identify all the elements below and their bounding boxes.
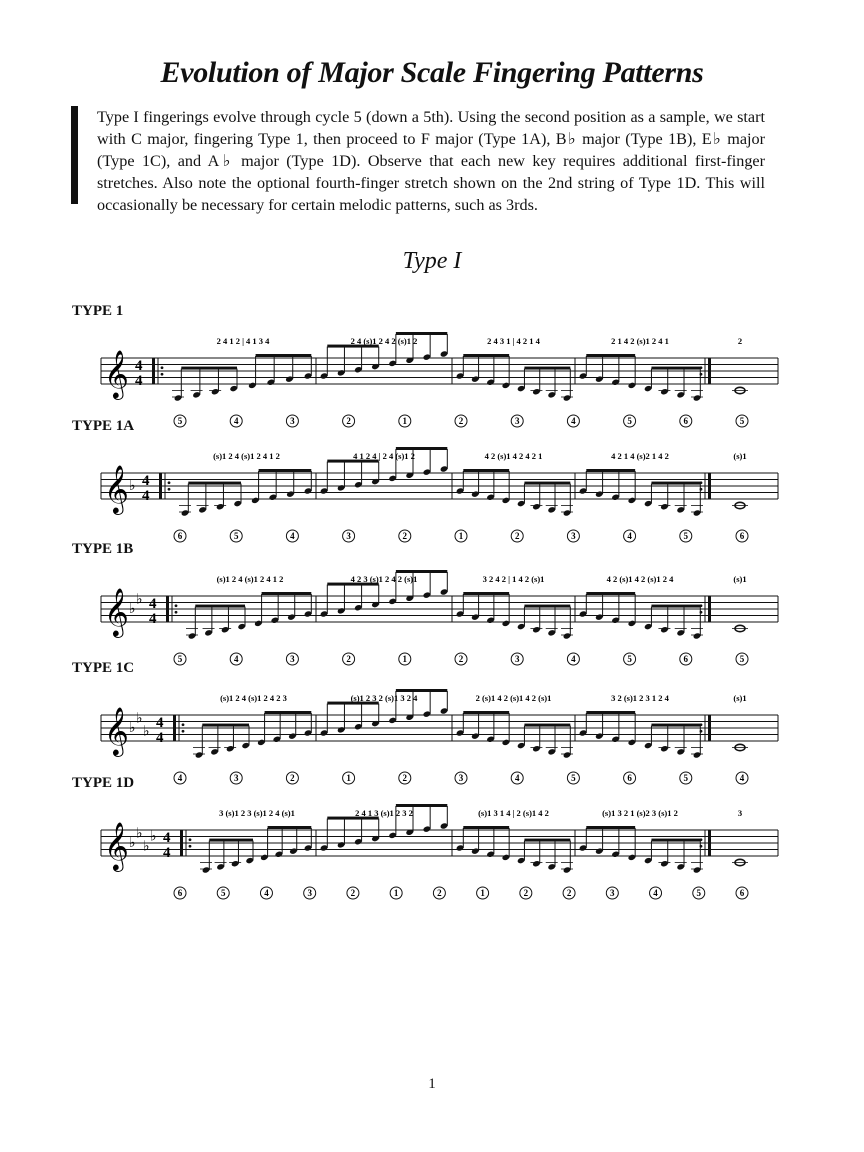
staff-type-1c [0, 675, 864, 785]
string-number: 5 [683, 531, 689, 541]
staff-type-1 [0, 318, 864, 428]
fingering-text: 3 2 (s)1 2 3 1 2 4 [611, 693, 669, 703]
fingering-text: 2 4 1 2 | 4 1 3 4 [216, 336, 270, 346]
page-number: 1 [428, 1076, 436, 1092]
beam [256, 354, 312, 357]
repeat-dot [182, 723, 185, 726]
string-number: 1 [402, 654, 408, 664]
string-number: 5 [220, 888, 226, 898]
beam [268, 826, 312, 829]
fingering-text: 2 4 (s)1 2 4 2 (s)1 2 [350, 336, 418, 346]
fingering-text: 4 1 2 4 | 2 4 (s)1 2 [353, 451, 415, 461]
fingering-text: (s)1 3 2 1 (s)2 3 (s)1 2 [602, 808, 678, 818]
string-number: 3 [307, 888, 312, 898]
fingering-text: 4 2 1 4 (s)2 1 4 2 [611, 451, 669, 461]
string-number: 6 [627, 773, 632, 783]
fingering-text: 2 [737, 336, 743, 346]
treble-clef-icon: 𝄞 [104, 706, 129, 755]
repeat-dot [700, 845, 703, 848]
example-label-type-1c: TYPE 1C [72, 660, 135, 676]
beam [396, 804, 447, 807]
string-number: 5 [571, 773, 576, 783]
string-number: 4 [290, 531, 295, 541]
fingering-text: 3 [737, 808, 743, 818]
beam [524, 724, 570, 727]
repeat-dot [700, 723, 703, 726]
beam [463, 354, 509, 357]
treble-clef-icon: 𝄞 [104, 587, 129, 636]
repeat-dot [700, 373, 703, 376]
repeat-dot [161, 366, 164, 369]
staff-type-1b [0, 556, 864, 666]
time-signature-top: 4 [156, 715, 164, 731]
time-signature-bottom: 4 [142, 488, 150, 504]
flat-icon: ♭ [143, 838, 150, 855]
string-number: 4 [739, 773, 745, 783]
repeat-dot [189, 838, 192, 841]
beam [463, 592, 509, 595]
string-number: 4 [233, 654, 239, 664]
beam [651, 367, 700, 370]
beam [396, 570, 447, 573]
time-signature-top: 4 [142, 473, 150, 489]
string-number: 4 [233, 416, 239, 426]
treble-clef-icon: 𝄞 [104, 464, 129, 513]
string-number: 2 [346, 654, 351, 664]
string-number: 2 [514, 531, 520, 541]
beam [181, 367, 237, 370]
flat-icon: ♭ [129, 720, 136, 736]
string-number: 6 [683, 416, 689, 426]
string-number: 5 [627, 416, 632, 426]
beam [396, 689, 447, 692]
string-number: 1 [393, 888, 399, 898]
repeat-thick-bar [166, 596, 169, 622]
beam [463, 469, 509, 472]
string-number: 6 [739, 531, 745, 541]
repeat-dot [700, 604, 703, 607]
treble-clef-icon: 𝄞 [104, 349, 129, 398]
time-signature-top: 4 [149, 596, 157, 612]
string-number: 4 [653, 888, 658, 898]
flat-icon: ♭ [143, 723, 150, 740]
page-title: Evolution of Major Scale Fingering Patterns [160, 56, 704, 89]
example-label-type-1a: TYPE 1A [72, 418, 135, 434]
string-number: 2 [290, 773, 295, 783]
beam [524, 482, 570, 485]
intro-sidebar-rule [71, 106, 78, 204]
fingering-text: 2 4 1 3 (s)1 2 3 2 [355, 808, 413, 818]
staff-type-1a [0, 433, 864, 543]
string-number: 5 [739, 416, 745, 426]
repeat-dot [700, 838, 703, 841]
string-number: 5 [627, 654, 632, 664]
time-signature-top: 4 [135, 358, 143, 374]
string-number: 3 [458, 773, 464, 783]
beam [524, 367, 570, 370]
repeat-dot [700, 488, 703, 491]
beam [265, 711, 312, 714]
flat-icon: ♭ [136, 825, 143, 842]
repeat-dot [161, 373, 164, 376]
flat-icon: ♭ [129, 835, 136, 851]
string-number: 4 [627, 531, 632, 541]
fingering-text: 4 2 (s)1 4 2 (s)1 2 4 [606, 574, 674, 584]
fingering-text: 2 1 4 2 (s)1 2 4 1 [611, 336, 669, 346]
example-label-type-1b: TYPE 1B [72, 541, 134, 557]
beam [396, 332, 447, 335]
time-signature-bottom: 4 [163, 845, 171, 861]
repeat-thick-bar [708, 596, 711, 622]
string-number: 6 [177, 888, 183, 898]
string-number: 2 [346, 416, 351, 426]
time-signature-top: 4 [163, 830, 171, 846]
beam [195, 605, 245, 608]
fingering-text: (s)1 [733, 451, 747, 461]
string-number: 2 [458, 416, 464, 426]
string-number: 1 [458, 531, 464, 541]
repeat-thick-bar [708, 715, 711, 741]
string-number: 3 [514, 416, 520, 426]
beam [651, 724, 700, 727]
repeat-dot [700, 730, 703, 733]
string-number: 5 [177, 654, 183, 664]
string-number: 3 [571, 531, 576, 541]
repeat-dot [189, 845, 192, 848]
string-number: 1 [402, 416, 408, 426]
repeat-thick-bar [173, 715, 176, 741]
beam [259, 469, 312, 472]
string-number: 3 [290, 416, 295, 426]
string-number: 4 [514, 773, 520, 783]
beam [586, 711, 635, 714]
string-number: 5 [696, 888, 702, 898]
fingering-text: (s)1 [733, 693, 747, 703]
beam [586, 826, 635, 829]
string-number: 2 [458, 654, 464, 664]
example-label-type-1d: TYPE 1D [72, 775, 135, 791]
flat-icon: ♭ [129, 601, 136, 617]
string-number: 3 [346, 531, 351, 541]
beam [463, 826, 509, 829]
repeat-thick-bar [708, 358, 711, 384]
fingering-text: (s)1 2 3 2 (s)1 3 2 4 [350, 693, 418, 703]
fingering-text: (s)1 2 4 (s)1 2 4 1 2 [213, 451, 280, 461]
time-signature-bottom: 4 [135, 373, 143, 389]
fingering-text: (s)1 [733, 574, 747, 584]
time-signature-bottom: 4 [149, 611, 157, 627]
fingering-text: (s)1 2 4 (s)1 2 4 1 2 [216, 574, 284, 584]
repeat-thick-bar [708, 473, 711, 499]
repeat-thick-bar [708, 830, 711, 856]
staff-type-1d [0, 790, 864, 900]
string-number: 6 [683, 654, 689, 664]
string-number: 3 [290, 654, 295, 664]
string-number: 2 [437, 888, 442, 898]
beam [524, 605, 570, 608]
beam [524, 839, 570, 842]
string-number: 5 [739, 654, 745, 664]
beam [262, 592, 312, 595]
string-number: 3 [610, 888, 615, 898]
flat-icon: ♭ [129, 478, 136, 494]
beam [651, 839, 700, 842]
string-number: 1 [480, 888, 485, 898]
repeat-dot [168, 488, 171, 491]
repeat-dot [175, 604, 178, 607]
string-number: 2 [402, 773, 408, 783]
string-number: 5 [683, 773, 689, 783]
beam [396, 447, 447, 450]
repeat-thick-bar [180, 830, 183, 856]
beam [463, 711, 509, 714]
beam [586, 354, 635, 357]
string-number: 6 [739, 888, 745, 898]
fingering-text: (s)1 3 1 4 | 2 (s)1 4 2 [478, 808, 549, 818]
string-number: 4 [177, 773, 183, 783]
beam [586, 469, 635, 472]
string-number: 2 [402, 531, 408, 541]
repeat-dot [700, 366, 703, 369]
fingering-text: 3 (s)1 2 3 (s)1 2 4 (s)1 [219, 808, 295, 818]
flat-icon: ♭ [136, 591, 143, 608]
example-label-type-1: TYPE 1 [72, 303, 124, 319]
flat-icon: ♭ [136, 710, 143, 727]
string-number: 2 [566, 888, 572, 898]
string-number: 4 [264, 888, 269, 898]
flat-icon: ♭ [150, 828, 157, 845]
repeat-dot [700, 481, 703, 484]
treble-clef-icon: 𝄞 [104, 821, 129, 870]
section-title: Type I [402, 248, 462, 274]
string-number: 5 [233, 531, 239, 541]
fingering-text: 2 (s)1 4 2 (s)1 4 2 (s)1 [475, 693, 552, 703]
string-number: 3 [514, 654, 520, 664]
repeat-dot [175, 611, 178, 614]
beam [209, 839, 253, 842]
repeat-thick-bar [159, 473, 162, 499]
repeat-thick-bar [152, 358, 155, 384]
beam [202, 724, 249, 727]
string-number: 2 [350, 888, 356, 898]
fingering-text: 4 2 (s)1 4 2 4 2 1 [484, 451, 543, 461]
beam [586, 592, 635, 595]
time-signature-bottom: 4 [156, 730, 164, 746]
repeat-dot [168, 481, 171, 484]
fingering-text: 2 4 3 1 | 4 2 1 4 [487, 336, 540, 346]
string-number: 4 [571, 654, 576, 664]
string-number: 2 [523, 888, 529, 898]
string-number: 6 [177, 531, 183, 541]
repeat-dot [182, 730, 185, 733]
beam [651, 605, 700, 608]
string-number: 5 [177, 416, 183, 426]
intro-paragraph: Type I fingerings evolve through cycle 5 (down a 5th). Using the second position as a sample, we start with C major, fingering Type 1, then proceed to F major (Type 1A), B♭ major (Type 1B), E♭ major (Type 1C), and A♭ major (Type 1D). Observe that each new key requires additional first-finger stretches. Also note the optional fourth-finger stretch shown on the 2nd string of Type 1D. This will occasionally be necessary for certain melodic patterns, such as 3rds. [97, 108, 765, 214]
repeat-dot [700, 611, 703, 614]
string-number: 4 [571, 416, 576, 426]
string-number: 1 [346, 773, 351, 783]
beam [188, 482, 241, 485]
string-number: 3 [233, 773, 239, 783]
fingering-text: 3 2 4 2 | 1 4 2 (s)1 [482, 574, 545, 584]
fingering-text: 4 2 3 (s)1 2 4 2 (s)1 [350, 574, 418, 584]
fingering-text: (s)1 2 4 (s)1 2 4 2 3 [220, 693, 287, 703]
beam [651, 482, 700, 485]
